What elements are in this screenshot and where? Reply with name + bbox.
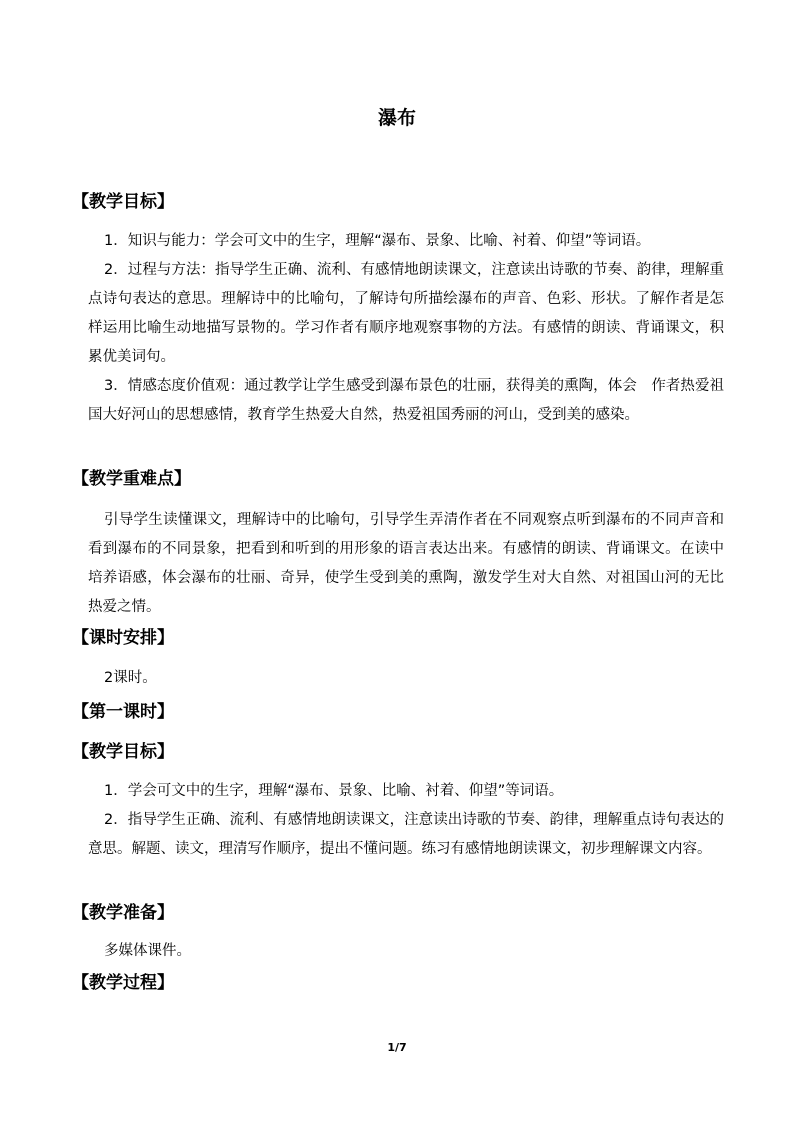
heading-schedule: 【课时安排】 xyxy=(72,628,174,648)
heading-key-difficulties: 【教学重难点】 xyxy=(72,469,191,489)
goal-item-2: 2．过程与方法：指导学生正确、流利、有感情地朗读课文，注意读出诗歌的节奏、韵律，理解重点诗句表达的意思。理解诗中的比喻句，了解诗句所描绘瀑布的声音、色彩、形状。了解作者是怎样运用比喻生动地描写景物的。学习作者有顺序地观察事物的方法。有感情的朗读、背诵课文，积累优美词句。 xyxy=(88,262,724,365)
goal-item-1: 1．知识与能力：学会可文中的生字，理解“瀑布、景象、比喻、衬着、仰望”等词语。 xyxy=(104,233,651,249)
preparation-text: 多媒体课件。 xyxy=(104,943,191,959)
heading-process: 【教学过程】 xyxy=(72,973,174,993)
heading-lesson-goals: 【教学目标】 xyxy=(72,742,174,762)
lesson-goal-item-2: 2．指导学生正确、流利、有感情地朗读课文，注意读出诗歌的节奏、韵律，理解重点诗句表达的意思。解题、读文，理清写作顺序，提出不懂问题。练习有感情地朗读课文，初步理解课文内容。 xyxy=(88,812,724,857)
goal-item-3: 3．情感态度价值观：通过教学让学生感受到瀑布景色的壮丽，获得美的熏陶，体会 作者热爱祖国大好河山的思想感情，教育学生热爱大自然，热爱祖国秀丽的河山，受到美的感染。 xyxy=(88,378,724,423)
heading-first-lesson: 【第一课时】 xyxy=(72,702,174,722)
lesson-goal-item-1: 1．学会可文中的生字，理解“瀑布、景象、比喻、衬着、仰望”等词语。 xyxy=(104,783,564,799)
schedule-text: 2课时。 xyxy=(104,670,157,686)
key-difficulties-text: 引导学生读懂课文，理解诗中的比喻句，引导学生弄清作者在不同观察点听到瀑布的不同声音和看到瀑布的不同景象，把看到和听到的用形象的语言表达出来。有感情的朗读、背诵课文。在读中培养语感，体会瀑布的壮丽、奇异，使学生受到美的熏陶，激发学生对大自然、对祖国山河的无比热爱之情。 xyxy=(88,512,724,615)
page-number: 1/7 xyxy=(387,1041,407,1054)
heading-preparation: 【教学准备】 xyxy=(72,903,174,923)
document-title: 瀑布 xyxy=(377,107,416,129)
heading-teaching-goals: 【教学目标】 xyxy=(72,192,174,212)
